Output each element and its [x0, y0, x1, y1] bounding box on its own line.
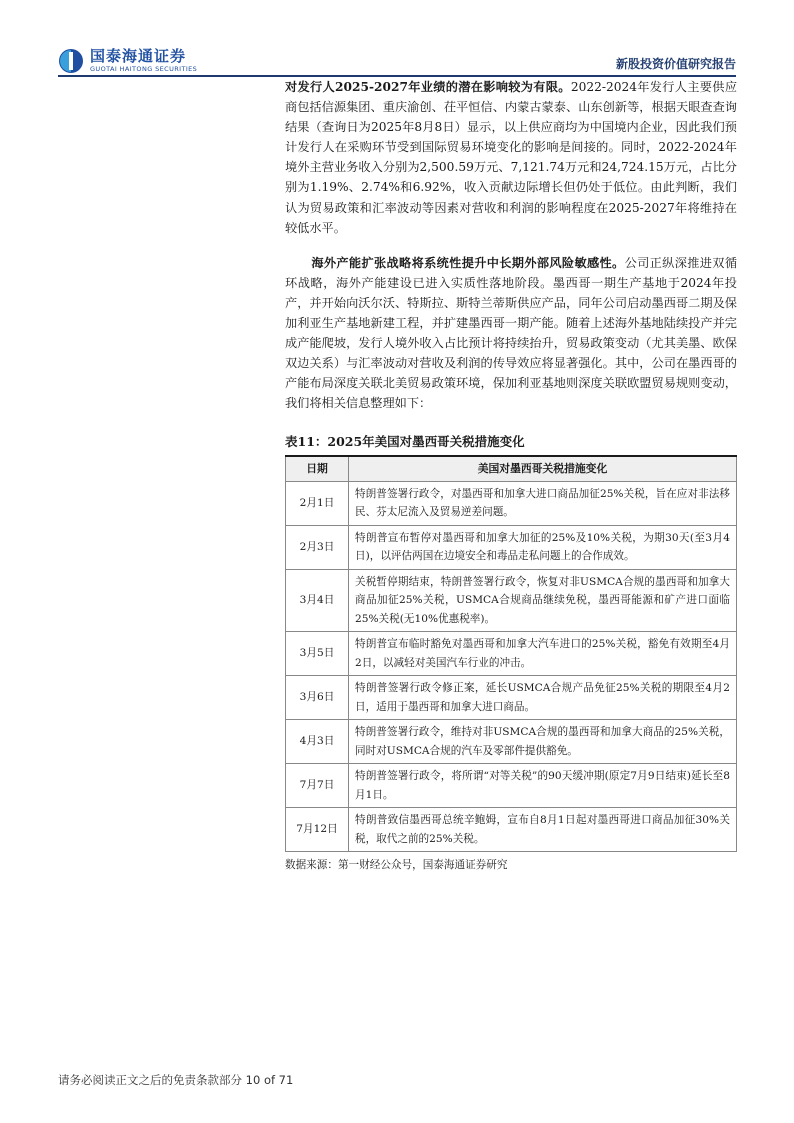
- row-date: 2月3日: [286, 525, 349, 569]
- row-date: 7月7日: [286, 764, 349, 808]
- table-row: [286, 632, 737, 676]
- main-content: [285, 77, 737, 872]
- disclaimer-footer: 请务必阅读正文之后的免责条款部分 10 of 71: [58, 1073, 294, 1087]
- logo-name-cn: 国泰海通证券: [90, 47, 187, 66]
- row-date: 4月3日: [286, 720, 349, 764]
- table-row: [286, 569, 737, 632]
- tariff-table: [285, 455, 737, 853]
- report-type: 新股投资价值研究报告: [615, 57, 736, 71]
- row-measure: 特朗普签署行政令，维持对非USMCA合规的墨西哥和加拿大商品的25%关税，同时对USMCA合规的汽车及零部件提供豁免。: [349, 720, 737, 764]
- column-header-date: 日期: [286, 456, 349, 482]
- row-measure: 特朗普宣布临时豁免对墨西哥和加拿大汽车进口的25%关税，豁免有效期至4月2日，以减轻对美国汽车行业的冲击。: [349, 632, 737, 676]
- table-row: [286, 720, 737, 764]
- table-row: [286, 525, 737, 569]
- row-measure: 特朗普致信墨西哥总统辛鲍姆，宣布自8月1日起对墨西哥进口商品加征30%关税，取代之前的25%关税。: [349, 808, 737, 852]
- row-measure: 关税暂停期结束，特朗普签署行政令，恢复对非USMCA合规的墨西哥和加拿大商品加征25%关税，USMCA合规商品继续免税，墨西哥能源和矿产进口面临25%关税(无10%优惠税率)。: [349, 569, 737, 632]
- logo-mark-icon: [58, 48, 84, 74]
- row-date: 3月5日: [286, 632, 349, 676]
- paragraph-overseas: [285, 253, 737, 414]
- paragraph-impact-body: 2022-2024年发行人主要供应商包括信源集团、重庆渝创、茌平恒信、内蒙古蒙泰、山东创新等，根据天眼查查询结果（查询日为2025年8月8日）显示，以上供应商均为中国境内企业，因此我们预计发行人在采购环节受到国际贸易环境变化的影响是间接的。同时，2022-2024年境外主营业务收入分别为2,500.59万元、7,121.74万元和24,724.15万元，占比分别为1.19%、2.74%和6.92%，收入贡献边际增长但仍处于低位。由此判断，我们认为贸易政策和汇率波动等因素对营收和利润的影响程度在2025-2027年将维持在较低水平。: [285, 80, 738, 235]
- paragraph-impact-lead: 对发行人2025-2027年业绩的潜在影响较为有限。: [285, 80, 571, 94]
- row-date: 3月6日: [286, 676, 349, 720]
- page-header: [0, 0, 794, 80]
- data-source-note: 数据来源：第一财经公众号，国泰海通证券研究: [285, 859, 508, 871]
- row-measure: 特朗普签署行政令，将所谓“对等关税”的90天缓冲期(原定7月9日结束)延长至8月1日。: [349, 764, 737, 808]
- table-header-row: [286, 456, 737, 482]
- table-row: [286, 676, 737, 720]
- row-measure: 特朗普宣布暂停对墨西哥和加拿大加征的25%及10%关税，为期30天(至3月4日)，以评估两国在边境安全和毒品走私问题上的合作成效。: [349, 525, 737, 569]
- column-header-measures: 美国对墨西哥关税措施变化: [349, 456, 737, 482]
- row-date: 2月1日: [286, 481, 349, 525]
- row-date: 7月12日: [286, 808, 349, 852]
- table-row: [286, 764, 737, 808]
- table-row: [286, 481, 737, 525]
- logo-name-en: GUOTAI HAITONG SECURITIES: [90, 65, 198, 74]
- table-title: 表11：2025年美国对墨西哥关税措施变化: [285, 433, 525, 449]
- company-logo: [58, 48, 197, 74]
- row-measure: 特朗普签署行政令修正案，延长USMCA合规产品免征25%关税的期限至4月2日，适用于墨西哥和加拿大进口商品。: [349, 676, 737, 720]
- paragraph-overseas-body: 公司正纵深推进双循环战略，海外产能建设已进入实质性落地阶段。墨西哥一期生产基地于2024年投产，并开始向沃尔沃、特斯拉、斯特兰蒂斯供应产品，同年公司启动墨西哥二期及保加利亚生产基地新建工程，并扩建墨西哥一期产能。随着上述海外基地陆续投产并完成产能爬坡，发行人境外收入占比预计将持续抬升，贸易政策变动（尤其美墨、欧保双边关系）与汇率波动对营收及利润的传导效应将显著强化。其中，公司在墨西哥的产能布局深度关联北美贸易政策环境，保加利亚基地则深度关联欧盟贸易规则变动，我们将相关信息整理如下：: [285, 255, 738, 411]
- table-row: [286, 808, 737, 852]
- row-measure: 特朗普签署行政令，对墨西哥和加拿大进口商品加征25%关税，旨在应对非法移民、芬太尼流入及贸易逆差问题。: [349, 481, 737, 525]
- row-date: 3月4日: [286, 569, 349, 632]
- paragraph-overseas-lead: 海外产能扩张战略将系统性提升中长期外部风险敏感性。: [311, 255, 625, 270]
- paragraph-impact: [285, 77, 737, 238]
